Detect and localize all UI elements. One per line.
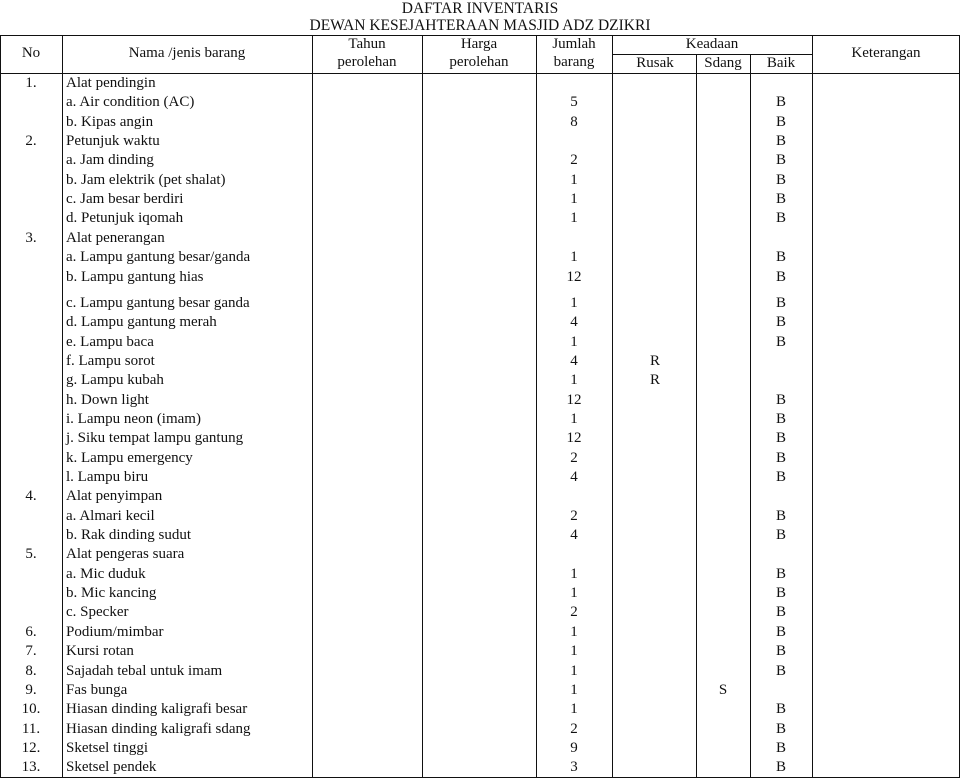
row-item-name: d. Petunjuk iqomah [66,210,184,227]
document-title: DAFTAR INVENTARIS [401,0,559,17]
row-quantity: 5 [570,94,578,111]
row-baik: B [775,210,786,227]
table-row [0,429,960,448]
header-harga-line2: perolehan [449,54,509,70]
row-quantity: 1 [570,333,578,350]
row-item-name: Petunjuk waktu [66,133,160,150]
row-item-name: Alat pendingin [66,75,156,91]
table-row [0,74,960,93]
table-row [0,391,960,410]
table-row [0,209,960,228]
row-baik: B [775,113,786,130]
row-quantity: 9 [570,739,578,756]
table-row [0,623,960,642]
inventory-table [0,35,960,778]
table-row [0,313,960,332]
row-baik: B [775,333,786,350]
header-tahun-line2: perolehan [337,54,397,70]
row-quantity: 1 [570,191,578,208]
row-baik: B [775,191,786,208]
row-baik: B [775,565,786,582]
row-baik: B [775,410,786,427]
header-jumlah-line2: barang [553,54,595,70]
header-keterangan: Keterangan [851,45,921,61]
header-baik: Baik [766,55,796,71]
row-item-name: Sajadah tebal untuk imam [66,662,223,679]
row-rusak: R [649,352,660,369]
row-quantity: 12 [566,430,582,447]
row-number: 7. [25,643,37,660]
row-baik: B [775,171,786,188]
table-row [0,700,960,719]
table-row [0,449,960,468]
row-baik: B [775,604,786,621]
row-item-name: d. Lampu gantung merah [66,314,217,331]
row-number: 1. [25,75,37,91]
row-rusak: R [649,372,660,389]
header-name: Nama /jenis barang [128,45,246,61]
row-item-name: Hiasan dinding kaligrafi sdang [66,720,251,737]
table-row [0,507,960,526]
row-number: 6. [25,623,37,640]
row-baik: B [775,314,786,331]
row-number: 13. [21,759,41,776]
row-baik: B [775,739,786,756]
row-item-name: h. Down light [66,391,149,408]
row-quantity: 2 [570,720,578,737]
header-rusak: Rusak [636,55,674,71]
header-tahun-line1: Tahun [348,36,386,52]
table-row [0,333,960,352]
row-quantity: 1 [570,565,578,582]
row-quantity: 1 [570,294,578,311]
row-number: 12. [21,739,41,756]
row-baik: B [775,294,786,311]
keadaan-divider [612,54,812,55]
row-item-name: Fas bunga [66,681,128,698]
row-quantity: 1 [570,249,578,266]
header-keadaan: Keadaan [685,36,739,52]
row-number: 2. [25,133,37,150]
row-quantity: 4 [570,314,578,331]
header-no: No [21,45,41,61]
row-item-name: Hiasan dinding kaligrafi besar [66,701,248,718]
row-quantity: 1 [570,643,578,660]
row-quantity: 12 [566,391,582,408]
row-baik: B [775,133,786,150]
row-baik: B [775,527,786,544]
row-quantity: 1 [570,372,578,389]
row-quantity: 3 [570,759,578,776]
row-item-name: e. Lampu baca [66,333,154,350]
row-quantity: 1 [570,701,578,718]
row-item-name: Sketsel pendek [66,759,157,776]
row-item-name: g. Lampu kubah [66,372,164,389]
row-quantity: 4 [570,527,578,544]
row-baik: B [775,391,786,408]
row-baik: B [775,507,786,524]
row-number: 9. [25,681,37,698]
table-row [0,487,960,506]
row-item-name: a. Mic duduk [66,565,146,582]
table-row [0,565,960,584]
row-quantity: 1 [570,623,578,640]
row-item-name: c. Lampu gantung besar ganda [66,294,250,311]
row-baik: B [775,268,786,285]
row-quantity: 2 [570,604,578,621]
table-row [0,662,960,681]
row-baik: B [775,759,786,776]
row-item-name: a. Lampu gantung besar/ganda [66,249,251,266]
table-row [0,113,960,132]
table-row [0,642,960,661]
table-row [0,410,960,429]
row-number: 3. [25,229,37,246]
table-row [0,526,960,545]
row-item-name: b. Jam elektrik (pet shalat) [66,171,226,188]
table-top-border [0,35,960,36]
row-item-name: k. Lampu emergency [66,449,193,466]
row-quantity: 2 [570,507,578,524]
row-item-name: a. Air condition (AC) [66,94,195,111]
document-subtitle: DEWAN KESEJAHTERAAN MASJID ADZ DZIKRI [309,17,651,34]
row-number: 5. [25,546,37,563]
row-item-name: i. Lampu neon (imam) [66,410,201,427]
row-baik: B [775,643,786,660]
row-quantity: 2 [570,449,578,466]
row-baik: B [775,449,786,466]
row-baik: B [775,623,786,640]
row-baik: B [775,720,786,737]
row-baik: B [775,701,786,718]
row-item-name: l. Lampu biru [66,469,149,485]
row-quantity: 1 [570,210,578,227]
row-item-name: c. Specker [66,604,129,621]
table-row [0,352,960,371]
row-quantity: 12 [566,268,582,285]
table-row [0,93,960,112]
row-item-name: b. Mic kancing [66,585,157,602]
row-baik: B [775,585,786,602]
row-number: 4. [25,488,37,505]
row-baik: B [775,152,786,169]
table-row [0,681,960,700]
row-number: 8. [25,662,37,679]
row-quantity: 1 [570,410,578,427]
table-row [0,229,960,248]
row-item-name: Sketsel tinggi [66,739,149,756]
row-item-name: b. Rak dinding sudut [66,527,192,544]
row-item-name: b. Lampu gantung hias [66,268,204,285]
row-quantity: 4 [570,469,578,485]
row-item-name: b. Kipas angin [66,113,154,130]
table-row [0,151,960,170]
row-item-name: Alat penyimpan [66,488,163,505]
row-quantity: 2 [570,152,578,169]
row-baik: B [775,662,786,679]
table-row [0,371,960,390]
row-baik: B [775,249,786,266]
row-item-name: Kursi rotan [66,643,134,660]
row-number: 10. [21,701,41,718]
row-baik: B [775,469,786,485]
table-row [0,603,960,622]
table-row [0,545,960,564]
row-quantity: 8 [570,113,578,130]
table-row [0,171,960,190]
table-row [0,468,960,487]
row-item-name: a. Jam dinding [66,152,154,169]
table-row [0,248,960,267]
row-item-name: f. Lampu sorot [66,352,155,369]
table-row [0,190,960,209]
table-row [0,739,960,758]
table-row [0,584,960,603]
row-item-name: Alat pengeras suara [66,546,185,563]
table-row [0,268,960,287]
row-item-name: Podium/mimbar [66,623,164,640]
row-item-name: Alat penerangan [66,229,165,246]
row-baik: B [775,94,786,111]
row-item-name: j. Siku tempat lampu gantung [66,430,244,447]
row-number: 11. [21,720,41,737]
row-item-name: a. Almari kecil [66,507,155,524]
header-jumlah-line1: Jumlah [552,36,596,52]
header-harga-line1: Harga [460,36,498,52]
table-row [0,720,960,739]
row-sedang: S [718,681,728,698]
table-row [0,294,960,313]
table-row [0,132,960,151]
table-row [0,758,960,777]
row-quantity: 1 [570,171,578,188]
row-quantity: 1 [570,681,578,698]
row-baik: B [775,430,786,447]
row-quantity: 1 [570,585,578,602]
row-quantity: 1 [570,662,578,679]
row-quantity: 4 [570,352,578,369]
row-item-name: c. Jam besar berdiri [66,191,184,208]
header-sedang: Sdang [704,55,742,71]
